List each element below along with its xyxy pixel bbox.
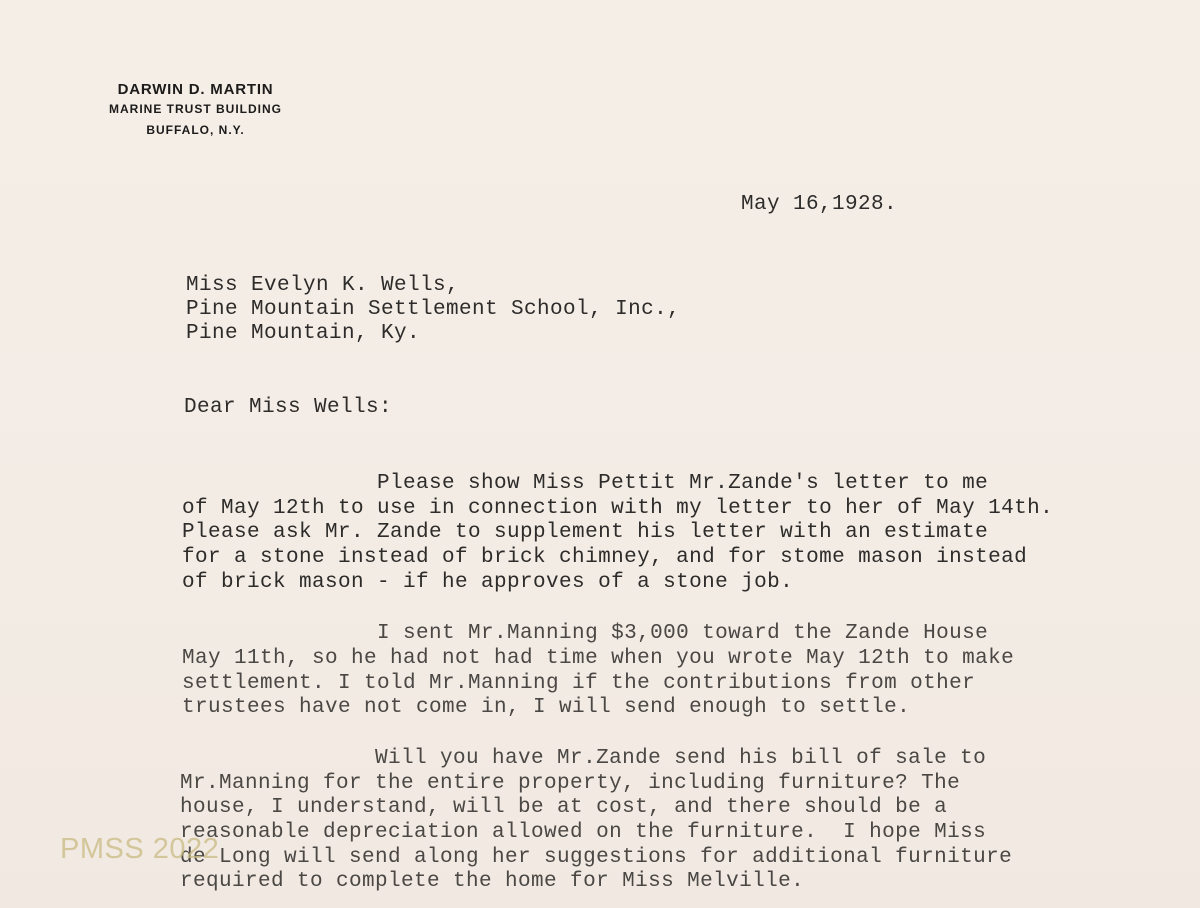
paragraph-2-line-4: trustees have not come in, I will send enough to settle. — [182, 696, 911, 719]
archive-watermark: PMSS 2022 — [60, 833, 220, 865]
recipient-line-2: Pine Mountain Settlement School, Inc., — [186, 298, 681, 321]
letter-date: May 16,1928. — [741, 193, 898, 216]
recipient-line-3: Pine Mountain, Ky. — [186, 322, 421, 345]
paragraph-1-line-1: Please show Miss Pettit Mr.Zande's letter to me — [182, 472, 989, 495]
recipient-line-1: Miss Evelyn K. Wells, — [186, 274, 460, 297]
paragraph-3-line-5: de Long will send along her suggestions for additional furniture — [180, 846, 1013, 869]
paragraph-3-line-1: Will you have Mr.Zande send his bill of sale to — [180, 747, 987, 770]
paragraph-3-line-6: required to complete the home for Miss Melville. — [180, 870, 805, 893]
paragraph-1-line-5: of brick mason - if he approves of a stone job. — [182, 571, 794, 594]
letterhead-city: BUFFALO, N.Y. — [146, 123, 245, 137]
paragraph-2-line-1: I sent Mr.Manning $3,000 toward the Zande House — [182, 622, 989, 645]
letterhead-name: DARWIN D. MARTIN — [117, 81, 274, 98]
salutation: Dear Miss Wells: — [184, 396, 393, 419]
paragraph-3-line-2: Mr.Manning for the entire property, including furniture? The — [180, 772, 961, 795]
paragraph-1-line-4: for a stone instead of brick chimney, and for stome mason instead — [182, 546, 1028, 569]
paragraph-1-line-3: Please ask Mr. Zande to supplement his letter with an estimate — [182, 521, 989, 544]
letterhead — [88, 80, 303, 141]
letterhead-building: MARINE TRUST BUILDING — [109, 102, 282, 116]
paragraph-2-line-2: May 11th, so he had not had time when you wrote May 12th to make — [182, 647, 1015, 670]
paragraph-3-line-3: house, I understand, will be at cost, and there should be a — [180, 796, 948, 819]
paragraph-1-line-2: of May 12th to use in connection with my letter to her of May 14th. — [182, 497, 1054, 520]
paragraph-2-line-3: settlement. I told Mr.Manning if the contributions from other — [182, 672, 976, 695]
paragraph-3-line-4: reasonable depreciation allowed on the furniture. I hope Miss — [180, 821, 987, 844]
